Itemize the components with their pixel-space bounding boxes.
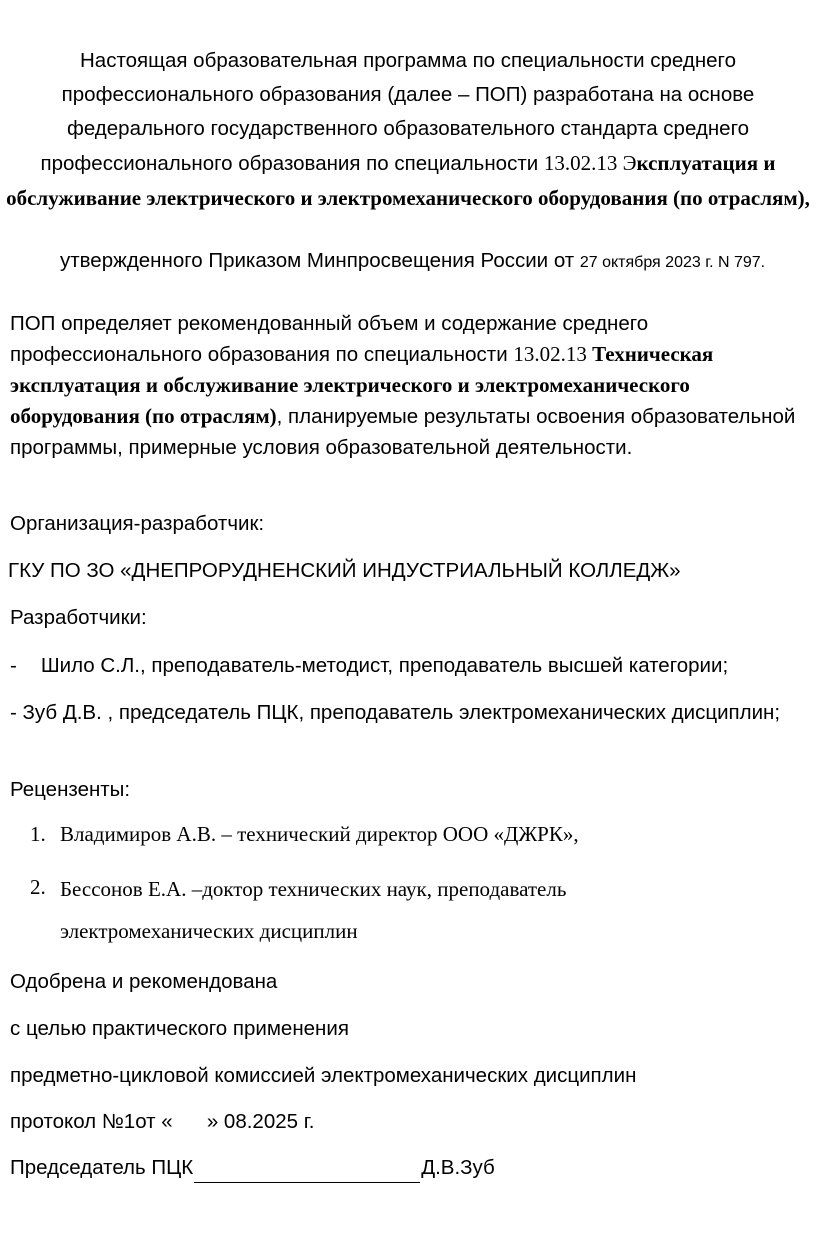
approval-line: с целью практического применения (10, 1017, 349, 1040)
chair-name: Д.В.Зуб (421, 1156, 495, 1179)
developers-label: Разработчики: (10, 606, 147, 629)
specialty-code: 13.02.13 Э (543, 151, 637, 175)
protocol-line: протокол №1от « » 08.2025 г. (10, 1110, 315, 1133)
approval-order-text: утвержденного Приказом Минпросвещения России от (60, 249, 580, 272)
intro-paragraph (4, 44, 812, 216)
developer-item (10, 650, 728, 681)
reviewer-number: 2. (30, 875, 46, 899)
reviewer-text: Бессонов Е.А. –доктор технических наук, преподаватель электромеханических дисциплин (60, 877, 567, 943)
scope-text-end: , планируемые результаты освоения образовательной программы, примерные условия образовательной деятельности. (10, 405, 796, 459)
scope-text: ПОП определяет рекомендованный объем и содержание среднего профессионального образования по специальности (10, 312, 649, 366)
developer-marker: - (10, 654, 17, 677)
developer-text: Шило С.Л., преподаватель-методист, преподаватель высшей категории; (40, 654, 729, 677)
scope-code: 13.02.13 (513, 342, 593, 366)
approval-line: Одобрена и рекомендована (10, 970, 278, 993)
scope-specialty: Техническая эксплуатация и обслуживание электрического и электромеханического оборудования (по отраслям) (10, 342, 714, 428)
approval-line: предметно-цикловой комиссией электромеханических дисциплин (10, 1064, 637, 1087)
reviewer-item (30, 815, 790, 853)
chair-label: Председатель ПЦК (10, 1156, 194, 1179)
org-name: ГКУ ПО ЗО «ДНЕПРОРУДНЕНСКИЙ ИНДУСТРИАЛЬНЫЙ КОЛЛЕДЖ» (8, 559, 681, 582)
developer-item (10, 697, 806, 728)
reviewer-number: 1. (30, 822, 46, 846)
approval-order-date: 27 октября 2023 г. N 797. (579, 254, 766, 271)
intro-text: Настоящая образовательная программа по специальности среднего профессионального образования (далее – ПОП) разработана на основе федерального государственного образовательного стандарта среднего профессионального образования по специальности (40, 49, 755, 175)
developer-text: - Зуб Д.В. , председатель ПЦК, преподаватель электромеханических дисциплин; (10, 701, 781, 724)
scope-paragraph (10, 308, 806, 463)
reviewer-item (30, 868, 790, 948)
reviewer-text: Владимиров А.В. – технический директор ООО «ДЖРК», (60, 822, 579, 846)
specialty-name: ксплуатация и обслуживание электрического и электромеханического оборудования (по отраслям), (6, 151, 810, 210)
reviewers-label: Рецензенты: (10, 778, 131, 801)
approval-order (10, 244, 810, 280)
signature-line (194, 1156, 420, 1183)
org-label: Организация-разработчик: (10, 512, 265, 535)
chair-signature (10, 1152, 495, 1183)
